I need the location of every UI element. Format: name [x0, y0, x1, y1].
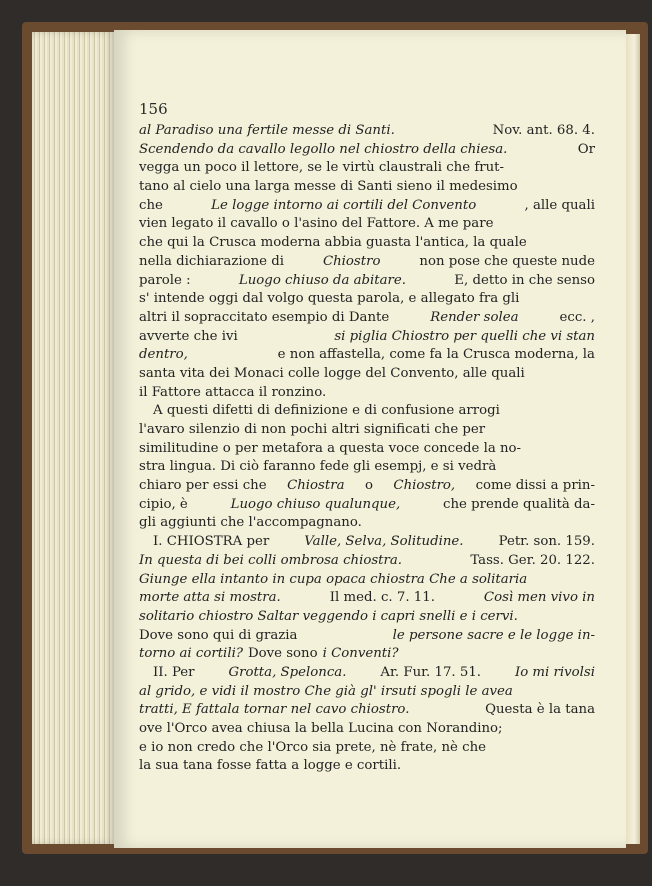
- text-line: [139, 178, 595, 197]
- text-segment: Chiostro: [322, 253, 381, 269]
- text-segment: ecc. ,: [559, 309, 595, 325]
- text-segment: A questi difetti di definizione e di confusione arrogi: [153, 403, 500, 419]
- text-line: [139, 122, 595, 141]
- text-segment: la sua tana fosse fatta a logge e cortili.: [139, 758, 402, 774]
- text-segment: Scendendo da cavallo legollo nel chiostro della chiesa.: [139, 141, 508, 157]
- text-segment: ove l'Orco avea chiusa la bella Lucina con Norandino;: [139, 721, 503, 736]
- text-segment: come dissi a prin-: [475, 478, 595, 494]
- text-segment: , alle quali: [524, 197, 595, 213]
- text-line: [139, 701, 595, 720]
- text-segment: Valle, Selva, Solitudine.: [304, 534, 464, 550]
- text-line: [139, 141, 595, 160]
- text-segment: al grido, e vidi il mostro Che già gl' irsuti spogli le avea: [139, 683, 513, 699]
- text-line: [139, 440, 595, 459]
- text-line: [139, 477, 595, 496]
- text-segment: e non affastella, come fa la Crusca moderna, la: [277, 347, 595, 363]
- text-segment: Luogo chiuso qualunque,: [230, 496, 401, 512]
- text-segment: il Fattore attacca il ronzino.: [139, 384, 327, 400]
- text-segment: Così men vivo in: [483, 590, 595, 606]
- text-segment: Render solea: [430, 309, 519, 325]
- text-segment: torno ai cortili?: [139, 646, 243, 662]
- text-line: [139, 589, 595, 608]
- text-segment: Giunge ella intanto in cupa opaca chiostra Che a solitaria: [139, 571, 528, 587]
- text-line: [139, 290, 595, 309]
- text-segment: parole :: [139, 272, 191, 288]
- text-line: [139, 533, 595, 552]
- text-line: [139, 234, 595, 253]
- text-segment: nella dichiarazione di: [139, 253, 285, 269]
- text-segment: o: [364, 478, 373, 494]
- text-segment: Grotta, Spelonca.: [228, 664, 347, 680]
- text-segment: Questa è la tana: [485, 702, 595, 718]
- text-line: [139, 552, 595, 571]
- text-line: [139, 627, 595, 646]
- text-segment: dentro,: [139, 347, 188, 363]
- text-segment: morte atta si mostra.: [139, 590, 281, 606]
- text-segment: tano al cielo una larga messe di Santi sieno il medesimo: [139, 179, 518, 195]
- text-segment: l'avaro silenzio di non pochi altri significati che per: [139, 422, 486, 437]
- text-segment: Luogo chiuso da abitare.: [238, 272, 407, 288]
- right-page-edge: [626, 34, 640, 844]
- text-segment: Tass. Ger. 20. 122.: [470, 552, 595, 568]
- text-line: [139, 159, 595, 178]
- text-line: [139, 645, 595, 664]
- text-segment: che prende qualità da-: [443, 496, 595, 512]
- page-number: 156: [139, 100, 168, 118]
- text-segment: vien legato il cavallo o l'asino del Fattore. A me pare: [139, 216, 494, 232]
- text-segment: cipio, è: [139, 496, 188, 512]
- text-segment: che qui la Crusca moderna abbia guasta l'antica, la quale: [139, 235, 527, 251]
- page-edges: [32, 32, 116, 844]
- text-line: [139, 739, 595, 758]
- text-segment: Dove sono qui di grazia: [139, 627, 298, 643]
- text-segment: gli aggiunti che l'accompagnano.: [139, 515, 362, 531]
- text-segment: chiaro per essi che: [139, 478, 267, 494]
- text-segment: Ar. Fur. 17. 51.: [380, 664, 481, 680]
- text-segment: che: [139, 197, 163, 213]
- text-line: [139, 384, 595, 403]
- text-segment: altri il sopraccitato esempio di Dante: [139, 309, 390, 325]
- text-line: [139, 365, 595, 384]
- text-line: [139, 571, 595, 590]
- text-line: [139, 514, 595, 533]
- text-segment: Chiostro,: [393, 478, 456, 494]
- text-segment: avverte che ivi: [139, 328, 238, 344]
- text-segment: Il med. c. 7. 11.: [329, 590, 435, 606]
- text-line: [139, 683, 595, 702]
- text-line: [139, 402, 595, 421]
- text-segment: Or: [577, 141, 595, 157]
- text-segment: Le logge intorno ai cortili del Convento: [211, 197, 477, 213]
- text-segment: tratti, E fattala tornar nel cavo chiostro.: [139, 702, 410, 718]
- text-segment: le persone sacre e le logge in-: [392, 627, 595, 643]
- text-segment: E, detto in che senso: [454, 272, 595, 288]
- text-segment: Dove sono: [247, 646, 318, 662]
- body-text: [139, 122, 595, 776]
- text-segment: Nov. ant. 68. 4.: [492, 123, 595, 138]
- text-segment: vegga un poco il lettore, se le virtù claustrali che frut-: [139, 160, 505, 176]
- text-line: [139, 458, 595, 477]
- text-line: [139, 253, 595, 272]
- text-segment: santa vita dei Monaci colle logge del Convento, alle quali: [139, 365, 525, 381]
- text-segment: stra lingua. Di ciò faranno fede gli esempj, e si vedrà: [139, 459, 497, 475]
- text-line: [139, 757, 595, 776]
- text-line: [139, 421, 595, 440]
- text-segment: non pose che queste nude: [419, 253, 595, 269]
- text-line: [139, 197, 595, 216]
- text-line: [139, 272, 595, 291]
- text-segment: II. Per: [153, 664, 195, 680]
- text-segment: si piglia Chiostro per quelli che vi stan: [334, 328, 595, 344]
- text-line: [139, 309, 595, 328]
- text-segment: Io mi rivolsi: [514, 664, 595, 680]
- text-segment: I. CHIOSTRA per: [153, 534, 270, 550]
- text-line: [139, 720, 595, 739]
- text-segment: similitudine o per metafora a questa voce concede la no-: [139, 440, 522, 456]
- text-segment: In questa di bei colli ombrosa chiostra.: [139, 552, 403, 568]
- text-segment: Petr. son. 159.: [498, 534, 595, 550]
- text-segment: s' intende oggi dal volgo questa parola, e allegato fra gli: [139, 291, 520, 307]
- text-line: [139, 664, 595, 683]
- text-line: [139, 608, 595, 627]
- text-segment: solitario chiostro Saltar veggendo i capri snelli e i cervi.: [139, 608, 518, 624]
- text-line: [139, 215, 595, 234]
- text-line: [139, 328, 595, 347]
- text-segment: e io non credo che l'Orco sia prete, nè frate, nè che: [139, 739, 487, 755]
- text-line: [139, 496, 595, 515]
- text-segment: al Paradiso una fertile messe di Santi.: [139, 123, 395, 138]
- text-segment: i Conventi?: [322, 646, 399, 662]
- text-line: [139, 346, 595, 365]
- text-segment: Chiostra: [287, 478, 345, 494]
